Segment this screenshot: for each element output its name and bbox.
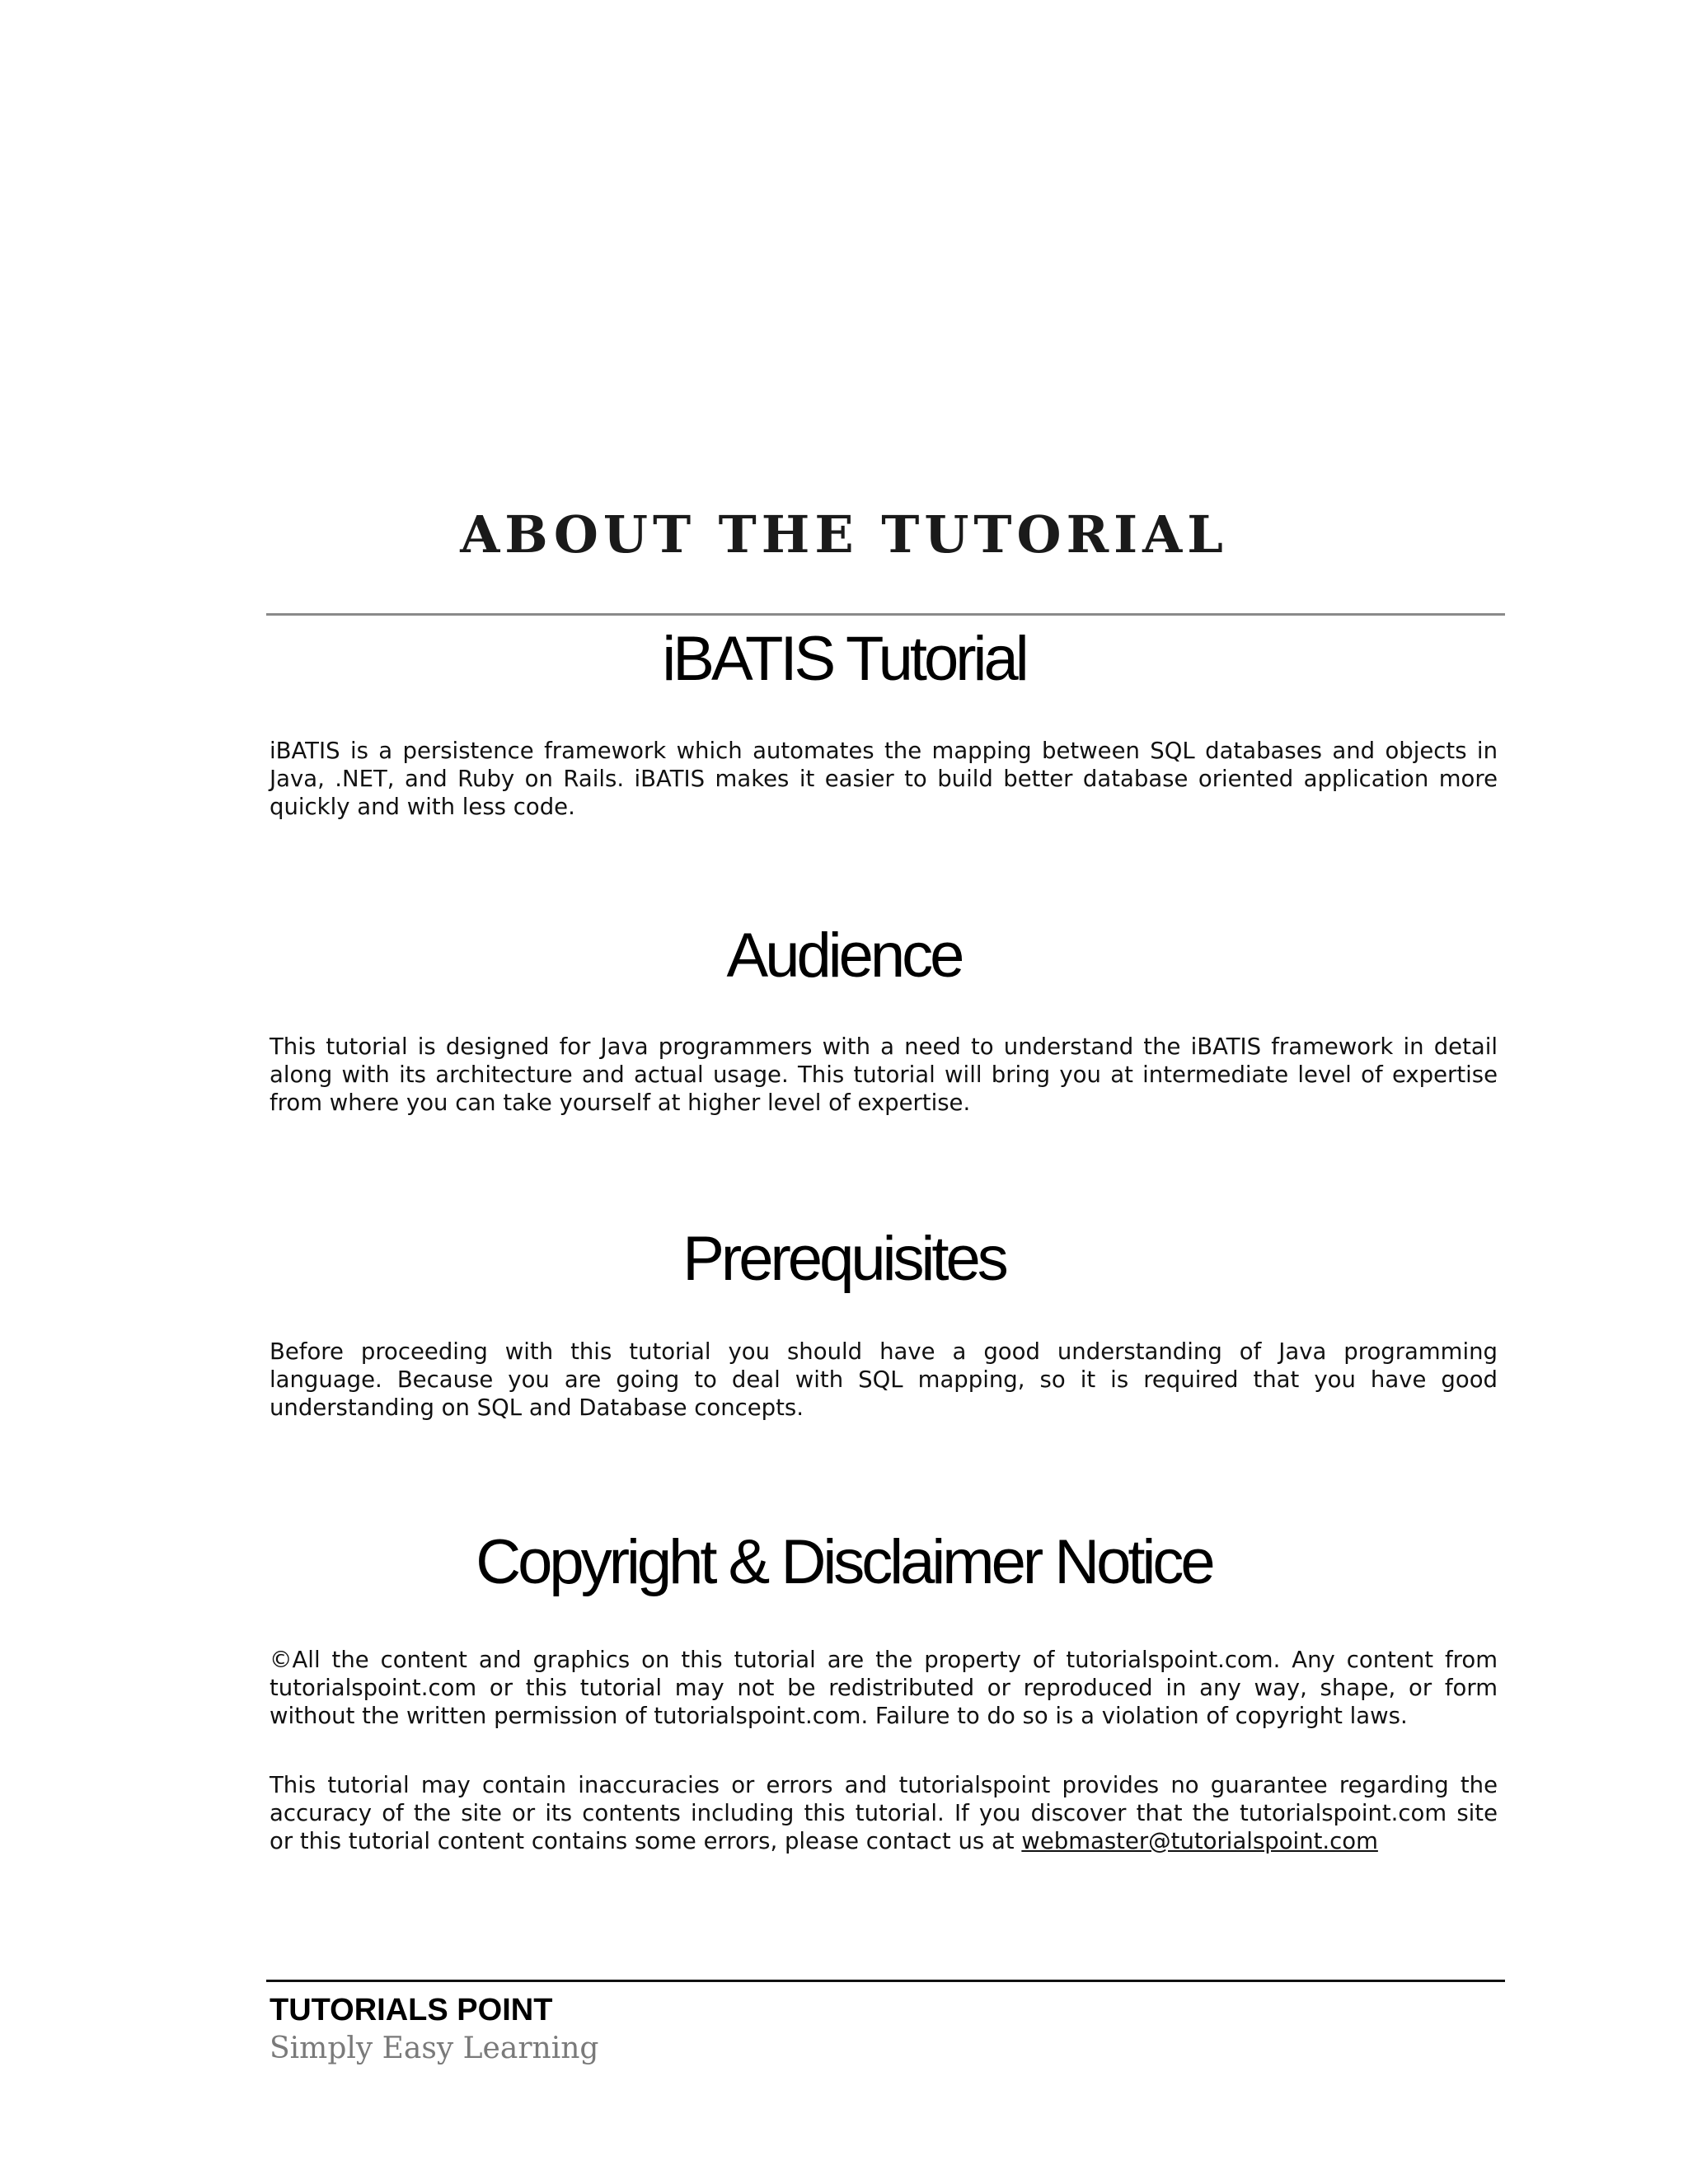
audience-description (270, 1033, 1498, 1117)
paragraph-line: understanding on SQL and Database concepts. (270, 1394, 804, 1421)
paragraph-line: from where you can take yourself at higher level of expertise. (270, 1090, 971, 1116)
disclaimer-paragraph (270, 1771, 1498, 1855)
paragraph-line: Before proceeding with this tutorial you should have a good understanding of Java programming (270, 1338, 1498, 1365)
ibatis-description (270, 737, 1498, 821)
copyright-paragraph (270, 1646, 1498, 1730)
section-title-audience: Audience (726, 921, 962, 991)
contact-text: or this tutorial content contains some errors, please contact us at (270, 1828, 1022, 1854)
prerequisites-description (270, 1338, 1498, 1422)
paragraph-line: ©All the content and graphics on this tutorial are the property of tutorialspoint.com. Any content from (270, 1647, 1498, 1673)
section-title-prerequisites: Prerequisites (682, 1224, 1006, 1294)
paragraph-line: accuracy of the site or its contents including this tutorial. If you discover that the tutorialspoint.com site (270, 1800, 1498, 1826)
footer-tagline: Simply Easy Learning (270, 2032, 599, 2065)
paragraph-line: language. Because you are going to deal with SQL mapping, so it is required that you have good (270, 1366, 1498, 1393)
paragraph-line: Java, .NET, and Ruby on Rails. iBATIS makes it easier to build better database oriented application more (270, 766, 1498, 792)
section-title-copyright: Copyright & Disclaimer Notice (476, 1527, 1212, 1597)
footer-brand: TUTORIALS POINT (270, 1993, 553, 2027)
section-title-ibatis: iBATIS Tutorial (662, 624, 1026, 694)
paragraph-line: along with its architecture and actual usage. This tutorial will bring you at intermediate level of expertise (270, 1062, 1498, 1088)
paragraph-line: iBATIS is a persistence framework which automates the mapping between SQL databases and objects in (270, 738, 1498, 764)
footer-divider (266, 1980, 1505, 1982)
paragraph-line: This tutorial is designed for Java programmers with a need to understand the iBATIS framework in detail (270, 1033, 1498, 1060)
paragraph-line: without the written permission of tutorialspoint.com. Failure to do so is a violation of copyright laws. (270, 1703, 1408, 1729)
page-heading: ABOUT THE TUTORIAL (460, 504, 1228, 565)
top-divider (266, 613, 1505, 616)
contact-email-link[interactable]: webmaster@tutorialspoint.com (1021, 1828, 1378, 1854)
paragraph-line (270, 1827, 1498, 1855)
paragraph-line: tutorialspoint.com or this tutorial may not be redistributed or reproduced in any way, shape, or form (270, 1675, 1498, 1701)
paragraph-line: quickly and with less code. (270, 794, 575, 820)
paragraph-line: This tutorial may contain inaccuracies or errors and tutorialspoint provides no guarantee regarding the (270, 1772, 1498, 1798)
